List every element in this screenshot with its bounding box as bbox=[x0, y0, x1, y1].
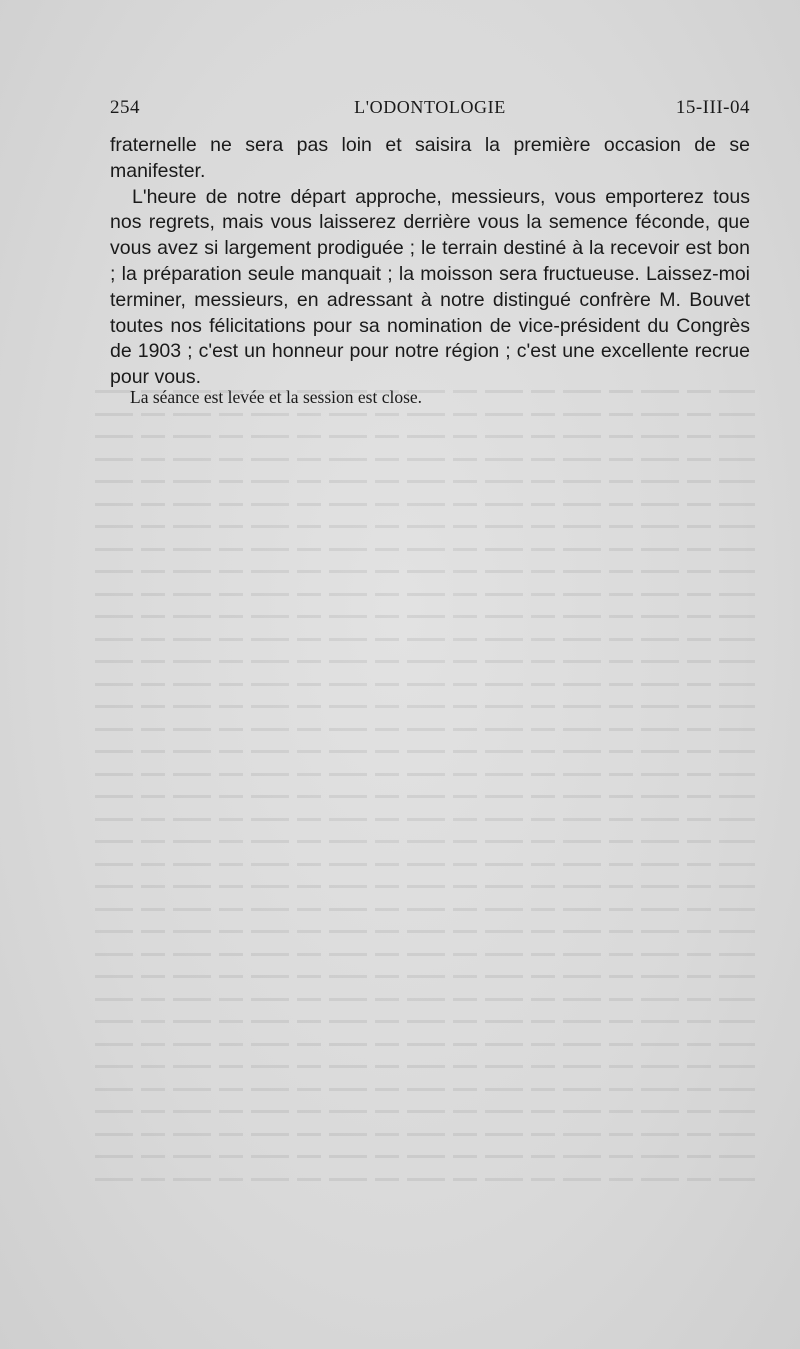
page-number: 254 bbox=[110, 97, 140, 118]
issue-date: 15-III-04 bbox=[675, 97, 750, 118]
article-body bbox=[110, 133, 750, 391]
journal-title: L'ODONTOLOGIE bbox=[354, 97, 506, 117]
paragraph: fraternelle ne sera pas loin et saisira la première occasion de se manifester. bbox=[110, 134, 750, 182]
closing-statement: La séance est levée et la session est close. bbox=[130, 387, 423, 407]
paragraph: L'heure de notre départ approche, messieurs, vous emporterez tous nos regrets, mais vous laisserez derrière vous la semence féconde, que vous avez si largement prodiguée ; le terrain destiné à la recevoir est bon ; la préparation seule manquait ; la moisson sera fructueuse. Laissez-moi terminer, messieurs, en adressant à notre distingué confrère M. Bouvet toutes nos félicitations pour sa nomination de vice-président du Congrès de 1903 ; c'est un honneur pour notre région ; c'est une excellente recrue pour vous. bbox=[110, 185, 750, 389]
running-header bbox=[110, 97, 750, 125]
bleed-through-text bbox=[95, 390, 755, 1250]
